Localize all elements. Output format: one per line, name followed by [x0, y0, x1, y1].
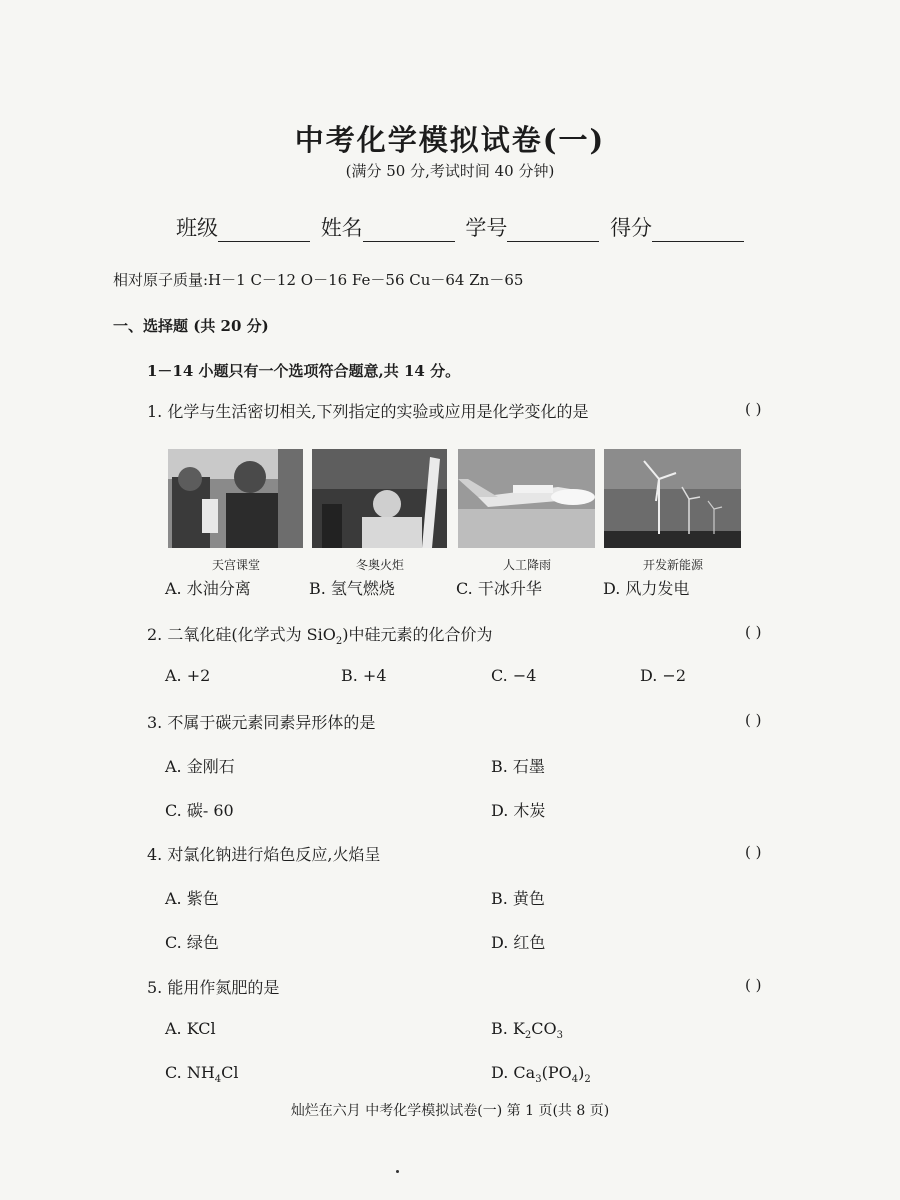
- photo-wind-turbines: [604, 449, 741, 548]
- student-info-row: [176, 212, 748, 242]
- question-1-answer-paren[interactable]: ( ): [745, 400, 762, 418]
- q4-option-b[interactable]: B. 黄色: [491, 889, 545, 908]
- score-blank[interactable]: [652, 219, 744, 242]
- photo-tiangong-classroom: [168, 449, 303, 548]
- q5-option-d[interactable]: D. $Ca_3(PO_4)_2$: [491, 1063, 591, 1086]
- caption-rain: 人工降雨: [502, 558, 551, 572]
- class-label: 班级: [176, 216, 218, 240]
- score-label: 得分: [610, 216, 653, 240]
- caption-wind: 开发新能源: [642, 558, 703, 572]
- student-id-label: 学号: [465, 216, 508, 240]
- q2-option-d[interactable]: D. −2: [640, 666, 687, 685]
- page-footer: 灿烂在六月 中考化学模拟试卷(一) 第 1 页(共 8 页): [290, 1103, 610, 1119]
- q2-option-a[interactable]: A. +2: [165, 666, 211, 685]
- question-5-answer-paren[interactable]: ( ): [745, 976, 762, 994]
- q2-option-b[interactable]: B. +4: [341, 666, 387, 685]
- question-5-text: 5. 能用作氮肥的是: [147, 978, 280, 997]
- q5-option-c[interactable]: C. $NH_4Cl$: [165, 1063, 239, 1086]
- q3-option-d[interactable]: D. 木炭: [491, 801, 546, 820]
- q5-option-a[interactable]: A. KCl: [165, 1019, 216, 1038]
- class-blank[interactable]: [218, 219, 310, 242]
- name-label: 姓名: [320, 216, 363, 240]
- question-3-text: 3. 不属于碳元素同素异形体的是: [147, 713, 376, 732]
- q2-option-c[interactable]: C. −4: [491, 666, 537, 685]
- student-id-blank[interactable]: [507, 219, 599, 242]
- q1-option-a[interactable]: A. 水油分离: [165, 579, 251, 598]
- caption-tiangong: 天宫课堂: [211, 558, 260, 572]
- q4-option-d[interactable]: D. 红色: [491, 933, 546, 952]
- name-blank[interactable]: [363, 219, 455, 242]
- exam-subtitle: (满分 50 分,考试时间 40 分钟): [345, 162, 555, 180]
- caption-torch: 冬奥火炬: [355, 558, 404, 572]
- q3-option-c[interactable]: C. 碳- 60: [165, 801, 234, 820]
- q4-option-a[interactable]: A. 紫色: [165, 889, 219, 908]
- section-instruction: 1－14 小题只有一个选项符合题意,共 14 分。: [147, 362, 461, 380]
- q3-option-a[interactable]: A. 金刚石: [165, 757, 235, 776]
- q3-option-b[interactable]: B. 石墨: [491, 757, 545, 776]
- q1-option-d[interactable]: D. 风力发电: [603, 579, 690, 598]
- q4-option-c[interactable]: C. 绿色: [165, 933, 219, 952]
- question-3-answer-paren[interactable]: ( ): [745, 711, 762, 729]
- q1-option-b[interactable]: B. 氢气燃烧: [309, 579, 395, 598]
- photo-olympic-torch: [312, 449, 447, 548]
- question-2-text: 2. 二氧化硅(化学式为 SiO$_2$)中硅元素的化合价为: [147, 625, 493, 648]
- question-4-answer-paren[interactable]: ( ): [745, 843, 762, 861]
- photo-artificial-rain: [458, 449, 595, 548]
- question-2-answer-paren[interactable]: ( ): [745, 623, 762, 641]
- q1-option-c[interactable]: C. 干冰升华: [456, 579, 542, 598]
- atomic-mass-line: 相对原子质量:H－1 C－12 O－16 Fe－56 Cu－64 Zn－65: [113, 271, 524, 289]
- q5-option-b[interactable]: B. $K_2CO_3$: [491, 1019, 563, 1042]
- print-dot: [396, 1170, 399, 1173]
- question-1-text: 1. 化学与生活密切相关,下列指定的实验或应用是化学变化的是: [147, 402, 589, 421]
- section-title: 一、选择题 (共 20 分): [113, 317, 269, 335]
- exam-title: 中考化学模拟试卷(一): [294, 123, 606, 157]
- question-4-text: 4. 对氯化钠进行焰色反应,火焰呈: [147, 845, 381, 864]
